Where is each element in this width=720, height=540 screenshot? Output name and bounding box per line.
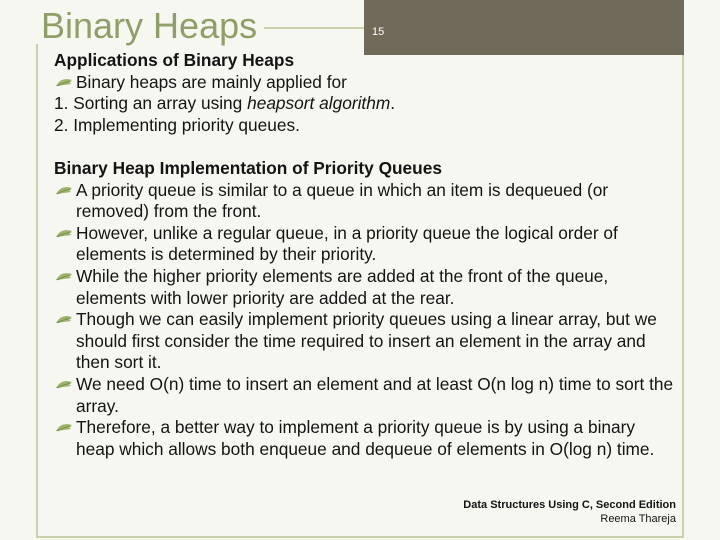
leaf-bullet-icon	[54, 309, 76, 331]
leaf-bullet-icon	[54, 417, 76, 439]
bullet-item	[54, 72, 674, 94]
bullet-text: Though we can easily implement priority queues using a linear array, but we should first consider the time required to insert an element in the array and then sort it.	[76, 309, 657, 373]
numbered-item-2: 2. Implementing priority queues.	[54, 114, 300, 135]
bullet-text: We need O(n) time to insert an element and at least O(n log n) time to sort the array.	[76, 373, 674, 416]
footer	[463, 498, 676, 526]
bullet-text: Binary heaps are mainly applied for	[76, 71, 347, 92]
section-heading-applications: Applications of Binary Heaps	[54, 50, 295, 70]
page-number: 15	[372, 26, 385, 38]
leaf-bullet-icon	[54, 266, 76, 288]
bullet-item	[54, 180, 674, 223]
section-heading-implementation: Binary Heap Implementation of Priority Queues	[54, 157, 442, 178]
footer-author: Reema Thareja	[600, 513, 676, 525]
leaf-bullet-icon	[54, 180, 76, 202]
bullet-item	[54, 266, 674, 309]
bullet-list	[54, 180, 674, 461]
footer-book-title: Data Structures Using C, Second Edition	[463, 499, 676, 511]
slide-title: Binary Heaps	[41, 5, 258, 46]
bullet-text: Therefore, a better way to implement a priority queue is by using a binary heap which allows both enqueue and dequeue of elements in O(log n) time.	[76, 417, 655, 459]
bullet-item	[54, 374, 674, 417]
bullet-item	[54, 417, 674, 460]
bullet-item	[54, 309, 674, 374]
page-number-box	[364, 0, 684, 55]
bullet-text: While the higher priority elements are added at the front of the queue, elements with lower priority are added at the rear.	[76, 265, 609, 308]
leaf-bullet-icon	[54, 223, 76, 245]
heapsort-emphasis: heapsort algorithm	[247, 93, 391, 114]
leaf-bullet-icon	[54, 72, 76, 94]
bullet-text: A priority queue is similar to a queue in which an item is dequeued (or removed) from the front.	[76, 179, 609, 222]
numbered-item-1: 1. Sorting an array using heapsort algorithm.	[54, 93, 396, 114]
bullet-item	[54, 223, 674, 266]
leaf-bullet-icon	[54, 374, 76, 396]
bullet-text: However, unlike a regular queue, in a priority queue the logical order of elements is determined by their priority.	[76, 222, 618, 265]
slide-content	[54, 50, 674, 460]
